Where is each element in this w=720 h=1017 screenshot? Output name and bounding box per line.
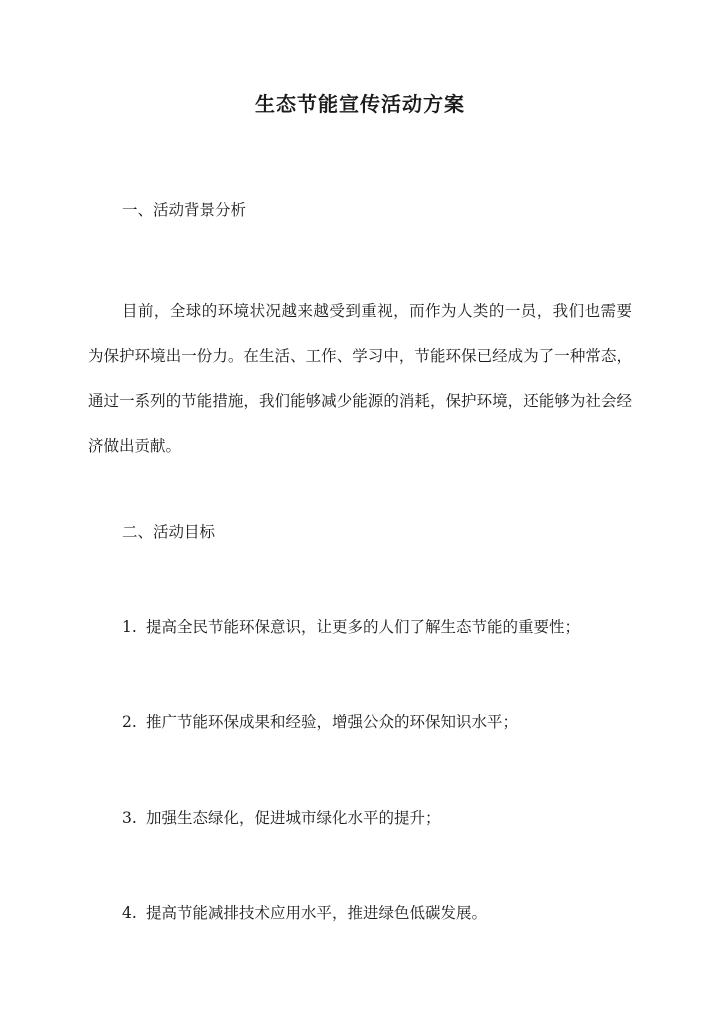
document-title: 生态节能宣传活动方案 xyxy=(255,92,465,116)
goal-number: 4. xyxy=(122,904,137,922)
section-heading-goals: 二、活动目标 xyxy=(122,523,216,541)
goal-number: 2. xyxy=(122,713,137,731)
goal-number: 3. xyxy=(122,809,137,827)
goal-list-item xyxy=(122,901,487,923)
goal-list-item xyxy=(122,710,518,732)
goal-number: 1. xyxy=(122,618,137,636)
goal-text: 提高节能减排技术应用水平，推进绿色低碳发展。 xyxy=(146,904,488,922)
goal-text: 提高全民节能环保意识，让更多的人们了解生态节能的重要性； xyxy=(146,618,581,636)
background-paragraph: 目前，全球的环境状况越来越受到重视，而作为人类的一员，我们也需要为保护环境出一份力。在生活、工作、学习中，节能环保已经成为了一种常态，通过一系列的节能措施，我们能够减少能源的消耗，保护环境，还能够为社会经济做出贡献。 xyxy=(88,302,632,455)
goal-list-item xyxy=(122,806,441,828)
goal-list-item xyxy=(122,615,580,637)
section-heading-background: 一、活动背景分析 xyxy=(122,201,247,219)
goal-text: 加强生态绿化，促进城市绿化水平的提升； xyxy=(146,809,441,827)
goal-text: 推广节能环保成果和经验，增强公众的环保知识水平； xyxy=(146,713,519,731)
